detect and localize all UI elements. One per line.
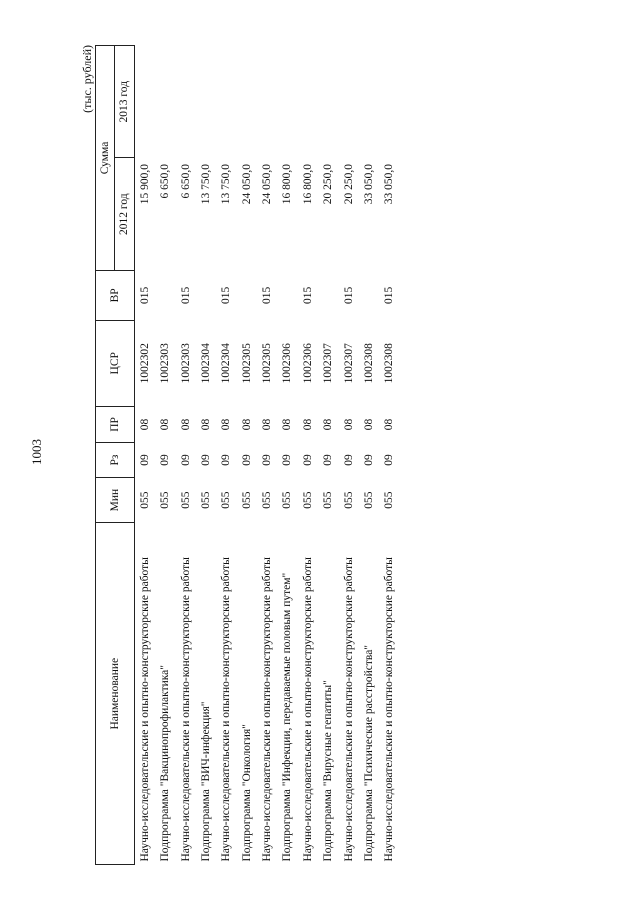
cell-s2013	[176, 46, 196, 158]
cell-csr: 1002305	[261, 343, 273, 384]
cell-pr: 08	[322, 418, 335, 431]
cell-pr: 08	[362, 418, 375, 431]
cell-pr: 08	[281, 418, 294, 431]
cell-s2012: 13 750,0	[199, 163, 212, 205]
cell-csr: 1002308	[383, 343, 396, 384]
cell-min: 055	[362, 491, 375, 509]
cell-s2012: 13 750,0	[220, 163, 233, 205]
cell-rz: 09	[220, 454, 233, 466]
cell-csr: 1002305	[240, 343, 253, 384]
cell-vr: 015	[138, 286, 151, 304]
cell-min: 055	[138, 491, 151, 509]
cell-s2012: 20 250,0	[322, 163, 335, 205]
cell-rz: 09	[179, 454, 192, 466]
cell-vr: 015	[179, 286, 192, 304]
cell-name: Подпрограмма "Вирусные гепатиты"	[322, 680, 335, 862]
cell-s2013	[298, 46, 318, 158]
cell-name: Подпрограмма "Онкология"	[240, 724, 253, 862]
cell-pr: 08	[261, 418, 273, 431]
cell-min: 055	[322, 491, 335, 509]
cell-min: 055	[220, 491, 233, 509]
cell-s2012: 15 900,0	[138, 163, 151, 205]
cell-name: Научно-исследовательские и опытно-конструкторские работы	[179, 557, 192, 862]
table-row	[379, 46, 399, 865]
cell-vr: 015	[261, 286, 273, 304]
cell-name: Подпрограмма "Психические расстройства"	[362, 644, 375, 862]
cell-csr: 1002303	[159, 343, 172, 384]
cell-pr: 08	[342, 418, 355, 431]
cell-s2013	[237, 46, 257, 158]
table-row	[155, 46, 175, 865]
cell-rz: 09	[383, 454, 396, 466]
cell-pr: 08	[199, 418, 212, 431]
units-note: (тыс. рублей)	[80, 45, 94, 113]
cell-rz: 09	[199, 454, 212, 466]
cell-vr: 015	[342, 286, 355, 304]
cell-s2012: 24 050,0	[261, 163, 273, 205]
cell-rz: 09	[301, 454, 314, 466]
cell-rz: 09	[362, 454, 375, 466]
cell-vr	[155, 270, 175, 320]
cell-min: 055	[159, 491, 172, 509]
cell-csr: 1002307	[342, 343, 355, 384]
cell-rz: 09	[342, 454, 355, 466]
cell-name: Научно-исследовательские и опытно-конструкторские работы	[301, 557, 314, 862]
cell-pr: 08	[220, 418, 233, 431]
cell-s2013	[196, 46, 216, 158]
cell-csr: 1002308	[362, 343, 375, 384]
table-row	[298, 46, 318, 865]
header-vr: ВР	[96, 270, 135, 320]
cell-s2013	[134, 46, 155, 158]
cell-vr	[237, 270, 257, 320]
cell-pr: 08	[159, 418, 172, 431]
table-row	[257, 46, 277, 865]
cell-s2013	[379, 46, 399, 158]
cell-rz: 09	[322, 454, 335, 466]
cell-vr: 015	[220, 286, 233, 304]
cell-pr: 08	[383, 418, 396, 431]
header-name: Наименование	[96, 523, 135, 865]
cell-name: Научно-исследовательские и опытно-конструкторские работы	[342, 557, 355, 862]
cell-rz: 09	[138, 454, 151, 466]
cell-s2012: 20 250,0	[342, 163, 355, 205]
cell-name: Подпрограмма "ВИЧ-инфекция"	[199, 701, 212, 862]
cell-s2013	[339, 46, 359, 158]
cell-s2012: 16 800,0	[301, 163, 314, 205]
cell-min: 055	[261, 491, 273, 509]
table-row	[339, 46, 359, 865]
cell-csr: 1002306	[301, 343, 314, 384]
cell-name: Подпрограмма "Вакцинопрофилактика"	[159, 665, 172, 862]
table-row	[277, 46, 297, 865]
cell-min: 055	[199, 491, 212, 509]
cell-name: Научно-исследовательские и опытно-конструкторские работы	[261, 557, 273, 862]
cell-s2013	[216, 46, 236, 158]
cell-name: Научно-исследовательские и опытно-конструкторские работы	[138, 557, 151, 862]
cell-vr	[277, 270, 297, 320]
cell-s2012: 24 050,0	[240, 163, 253, 205]
table-row	[359, 46, 379, 865]
cell-name: Подпрограмма "Инфекции, передаваемые половым путем"	[281, 572, 294, 862]
cell-s2013	[257, 46, 277, 158]
cell-vr: 015	[383, 286, 396, 304]
cell-vr	[196, 270, 216, 320]
cell-s2012: 6 650,0	[179, 163, 192, 199]
cell-min: 055	[179, 491, 192, 509]
cell-min: 055	[281, 491, 294, 509]
table-row	[318, 46, 338, 865]
header-2012: 2012 год	[115, 158, 134, 270]
cell-min: 055	[342, 491, 355, 509]
header-min: Мин	[96, 477, 135, 523]
cell-s2013	[277, 46, 297, 158]
table-row	[176, 46, 196, 865]
cell-csr: 1002303	[179, 343, 192, 384]
page-number: 1003	[29, 439, 44, 465]
cell-pr: 08	[179, 418, 192, 431]
cell-s2012: 33 050,0	[383, 163, 396, 205]
table-row	[237, 46, 257, 865]
table-row	[196, 46, 216, 865]
cell-pr: 08	[138, 418, 151, 431]
cell-rz: 09	[159, 454, 172, 466]
budget-table	[95, 45, 400, 865]
cell-rz: 09	[261, 454, 273, 466]
cell-csr: 1002304	[220, 343, 233, 384]
table-row	[134, 46, 155, 865]
cell-s2012: 33 050,0	[362, 163, 375, 205]
rotated-page	[80, 45, 580, 865]
cell-s2013	[155, 46, 175, 158]
cell-s2013	[318, 46, 338, 158]
cell-rz: 09	[281, 454, 294, 466]
cell-s2012: 16 800,0	[281, 163, 294, 205]
cell-s2013	[359, 46, 379, 158]
cell-rz: 09	[240, 454, 253, 466]
cell-min: 055	[383, 491, 396, 509]
header-2013: 2013 год	[115, 46, 134, 158]
cell-pr: 08	[301, 418, 314, 431]
cell-vr	[359, 270, 379, 320]
table-body	[134, 46, 399, 865]
cell-min: 055	[301, 491, 314, 509]
cell-min: 055	[240, 491, 253, 509]
header-pr: ПР	[96, 406, 135, 443]
header-sum: Сумма	[96, 46, 115, 271]
cell-vr: 015	[301, 286, 314, 304]
table-row	[216, 46, 236, 865]
cell-csr: 1002306	[281, 343, 294, 384]
cell-csr: 1002304	[199, 343, 212, 384]
cell-csr: 1002302	[138, 343, 151, 384]
cell-csr: 1002307	[322, 343, 335, 384]
cell-vr	[318, 270, 338, 320]
cell-name: Научно-исследовательские и опытно-конструкторские работы	[383, 557, 396, 862]
cell-s2012: 6 650,0	[159, 163, 172, 199]
cell-pr: 08	[240, 418, 253, 431]
cell-name: Научно-исследовательские и опытно-конструкторские работы	[220, 557, 233, 862]
header-rz: Рз	[96, 443, 135, 477]
header-csr: ЦСР	[96, 320, 135, 406]
